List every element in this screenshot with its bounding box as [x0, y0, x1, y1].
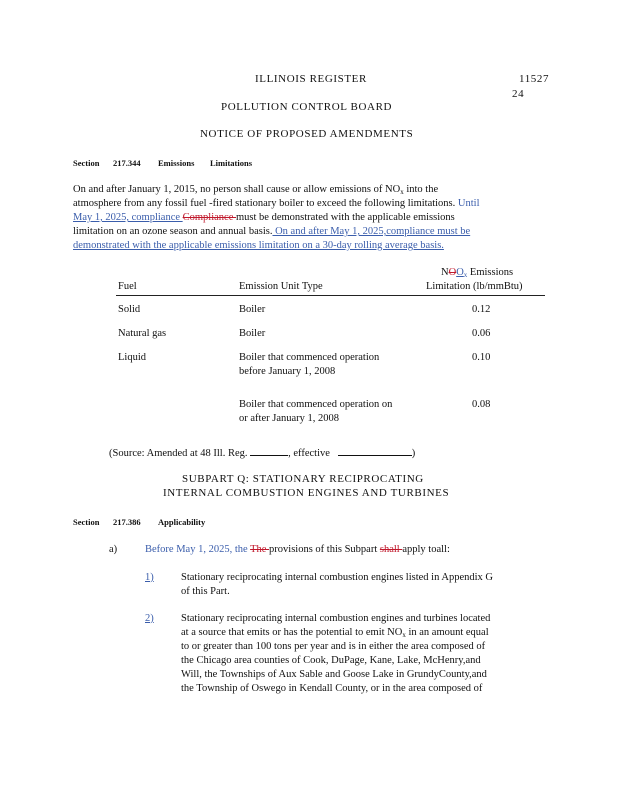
section-title-word2: Limitations — [210, 158, 253, 168]
item-2-line6: the Township of Oswego in Kendall County, or in the area composed of — [181, 683, 483, 694]
item-2-line5: Will, the Townships of Aux Sable and Goose Lake in GrundyCounty,and — [181, 669, 487, 680]
item-2-line3: to or greater than 100 tons per year and is in either the area composed of — [181, 641, 486, 652]
row-limit: 0.12 — [472, 304, 491, 315]
section-label: Section — [73, 158, 100, 168]
section-number: 217.386 — [113, 517, 141, 527]
item-2-line4: the Chicago area counties of Cook, DuPage, Kane, Lake, McHenry,and — [181, 655, 481, 666]
item-2-label: 2) — [145, 613, 154, 624]
row-limit: 0.06 — [472, 328, 491, 339]
row-unit-type: Boiler that commenced operation on — [239, 399, 393, 410]
item-1-label: 1) — [145, 572, 154, 583]
table-header-fuel: Fuel — [118, 281, 137, 292]
section-label: Section — [73, 517, 100, 527]
paragraph-line-2: atmosphere from any fossil fuel -fired stationary boiler to exceed the following limitations. Until — [73, 198, 480, 209]
row-unit-type-line2: before January 1, 2008 — [239, 366, 336, 377]
subpart-title-line2: INTERNAL COMBUSTION ENGINES AND TURBINES — [163, 487, 450, 499]
section-title-word1: Emissions — [158, 158, 195, 168]
register-blank — [250, 446, 288, 456]
paragraph-line-1: On and after January 1, 2015, no person shall cause or allow emissions of $NO_x$ into the — [73, 184, 439, 196]
source-note: (Source: Amended at 48 Ill. Reg. , effective ) — [109, 448, 416, 459]
row-fuel: Liquid — [118, 352, 146, 363]
page-number: 11527 — [519, 73, 550, 85]
row-unit-type: Boiler that commenced operation — [239, 352, 380, 363]
item-1-line1: Stationary reciprocating internal combustion engines listed in Appendix G — [181, 572, 494, 583]
table-header-unit-type: Emission Unit Type — [239, 281, 323, 292]
item-2-line1: Stationary reciprocating internal combustion engines and turbines located — [181, 613, 491, 624]
table-header-limit-line1: $NOO_x$ Emissions — [441, 267, 514, 279]
row-limit: 0.10 — [472, 352, 491, 363]
paragraph-line-4: limitation on an ozone season and annual basis. On and after May 1, 2025,compliance must be — [73, 226, 471, 237]
board-title: POLLUTION CONTROL BOARD — [221, 101, 393, 113]
row-unit-type-line2: or after January 1, 2008 — [239, 413, 340, 424]
section-title: Applicability — [158, 517, 206, 527]
item-a-label: a) — [109, 544, 118, 555]
item-a-text: Before May 1, 2025, the The provisions of this Subpart shall apply toall: — [145, 544, 450, 555]
row-fuel: Solid — [118, 304, 141, 315]
row-unit-type: Boiler — [239, 328, 266, 339]
notice-title: NOTICE OF PROPOSED AMENDMENTS — [200, 128, 414, 140]
paragraph-line-5: demonstrated with the applicable emissions limitation on a 30-day rolling average basis. — [73, 240, 444, 251]
paragraph-line-3: May 1, 2025, compliance Compliance must be demonstrated with the applicable emissions — [73, 212, 455, 223]
row-limit: 0.08 — [472, 399, 491, 410]
effective-date-blank — [338, 446, 412, 456]
table-header-limit-line2: Limitation (lb/mmBtu) — [426, 281, 523, 292]
item-1-line2: of this Part. — [181, 586, 230, 597]
row-unit-type: Boiler — [239, 304, 266, 315]
item-2-line2: at a source that emits or has the potential to emit $NO_x$ in an amount equal — [181, 627, 489, 639]
register-title: ILLINOIS REGISTER — [255, 73, 367, 85]
row-fuel: Natural gas — [118, 328, 167, 339]
subpart-title-line1: SUBPART Q: STATIONARY RECIPROCATING — [182, 473, 424, 485]
table-header-rule — [116, 295, 545, 296]
issue-number: 24 — [512, 88, 525, 100]
section-number: 217.344 — [113, 158, 141, 168]
